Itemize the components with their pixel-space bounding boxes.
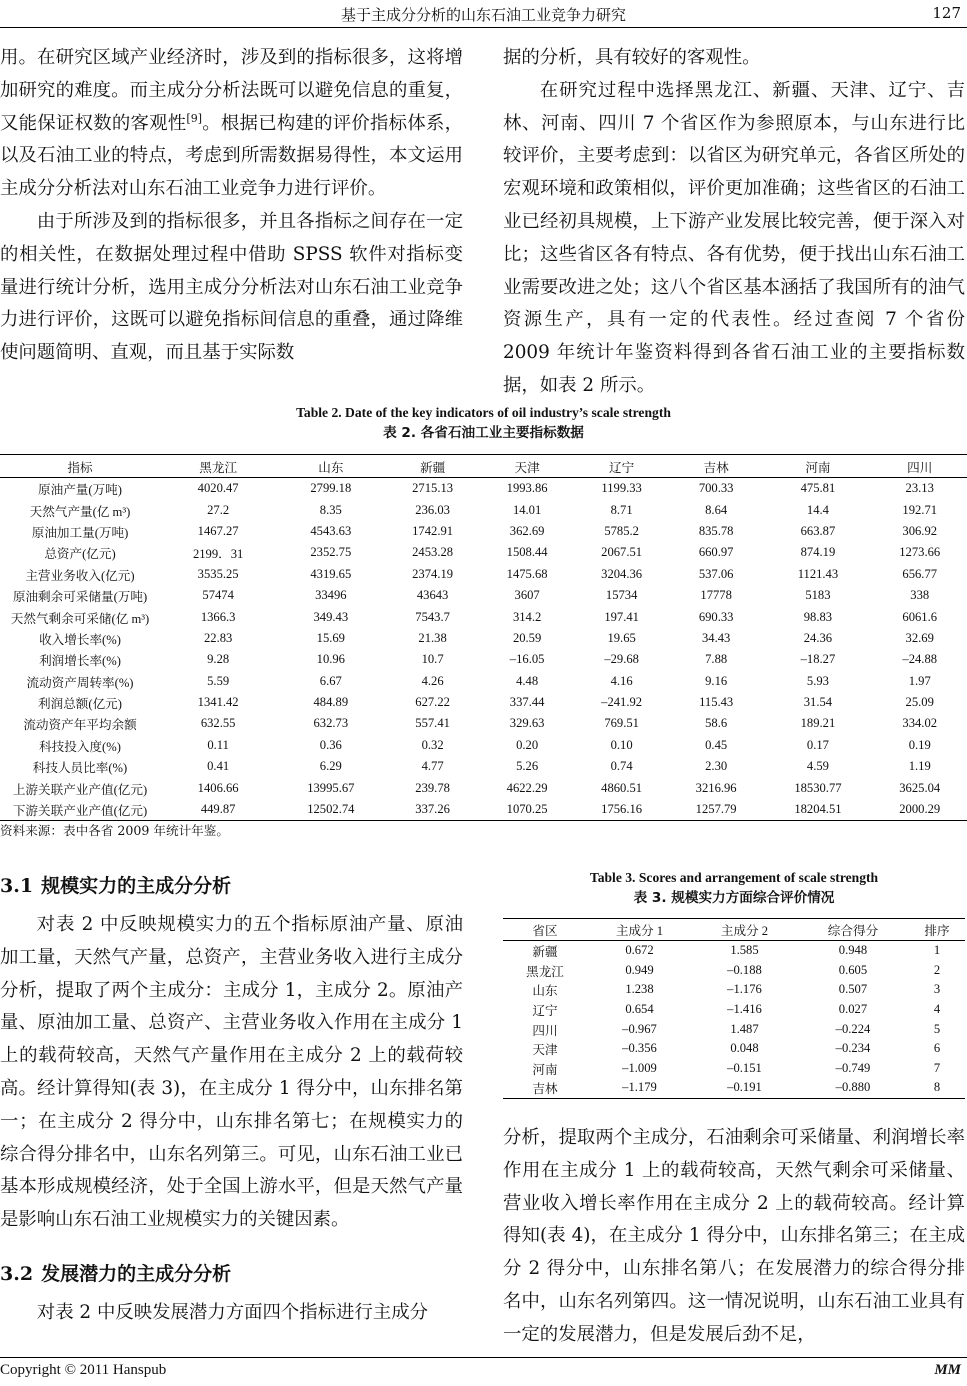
table-cell: 5.59: [207, 673, 230, 688]
table-cell: 14.01: [512, 502, 542, 517]
table-cell: 7: [933, 1060, 941, 1075]
row-label-cell: 山东: [532, 984, 558, 999]
table-cell: 0.19: [908, 737, 931, 752]
table-cell: 1406.66: [197, 780, 239, 795]
paragraph: [0, 42, 463, 206]
table-cell: –16.05: [509, 652, 545, 667]
table-row: [0, 521, 967, 542]
table-cell: 5785.2: [604, 523, 639, 538]
table-cell: 10.7: [421, 652, 444, 667]
table-header-cell: 黑龙江: [160, 455, 276, 478]
table-cell: 27.2: [207, 502, 230, 517]
table-cell: 4020.47: [197, 481, 239, 496]
table-cell: –0.191: [692, 1078, 797, 1098]
row-label-cell: 原油加工量(万吨): [31, 525, 129, 540]
table-row: [0, 564, 967, 585]
table-cell: 236.03: [415, 502, 450, 517]
table-cell: 557.41: [415, 716, 450, 731]
row-label-cell: 科技投入度(%): [39, 739, 121, 754]
table2-caption-zh: 表 2. 各省石油工业主要指标数据: [383, 425, 584, 441]
table-cell: 17778: [700, 588, 732, 603]
table-cell: 12502.74: [276, 799, 385, 821]
table-cell: 8: [909, 1078, 965, 1098]
table-cell: 2000.29: [872, 799, 967, 821]
table-cell: –1.179: [587, 1078, 692, 1098]
paragraph: 在研究过程中选择黑龙江、新疆、天津、辽宁、吉林、河南、四川 7 个省区作为参照原本，与山东进行比较评价，主要考虑到：以省区为研究单元，各省区所处的宏观环境和政策相似，评价更加准确；这些省区的石油工业已经初具规模，上下游产业发展比较完善，便于深入对比；这些省区各有特点、各有优势，便于找出山东石油工业需要改进之处；这八个省区基本涵括了我国所有的油气资源生产，具有一定的代表性。经过查阅 7 个省份 2009 年统计年鉴资料得到各省石油工业的主要指标数据，如表 2 所示。: [503, 79, 965, 396]
table-cell: 197.41: [604, 609, 639, 624]
table-row: [0, 628, 967, 649]
table-cell: 1.238: [625, 982, 654, 997]
table-cell: 0.41: [207, 759, 230, 774]
table-header-cell: 排序: [909, 919, 965, 941]
table-row: [503, 1039, 965, 1059]
row-label-cell: 天津: [532, 1043, 558, 1058]
row-label-cell: 天然气剩余可采储(亿 m³): [10, 611, 150, 626]
row-label-cell: 辽宁: [532, 1004, 558, 1019]
table-cell: 334.02: [902, 716, 938, 731]
table-cell: –29.68: [604, 652, 639, 667]
table-cell: 0.654: [625, 1002, 654, 1017]
table-row: [0, 671, 967, 692]
table-cell: 1.19: [908, 759, 931, 774]
paragraph: 对表 2 中反映规模实力的五个指标原油产量、原油加工量，天然气产量，总资产，主营业务收入进行主成分分析，提取了两个主成分：主成分 1，主成分 2。原油产量、原油加工量、总资产、主营业务收入作用在主成分 1 上的载荷较高，天然气产量作用在主成分 2 上的载荷较高。经计算得知(表 3)，在主成分 1 得分中，山东排名第一；在主成分 2 得分中，山东排名第七；在规模实力的综合得分排名中，山东名列第三。可见，山东石油工业已基本形成规模经济，处于全国上游水平，但是天然气产量是影响山东石油工业规模实力的关键因素。: [0, 914, 463, 1231]
table-header-row: [0, 455, 967, 478]
paragraph-text: 用。在研究区域产业经济时，涉及到的指标很多，这将增加研究的难度。而主成分分析法既可以避免信息的重复，又能保证权数的客观性: [0, 47, 463, 134]
table-cell: 4.26: [421, 673, 444, 688]
table-cell: 6: [933, 1041, 941, 1056]
paragraph: 对表 2 中反映发展潜力方面四个指标进行主成分: [36, 1302, 429, 1323]
table-row: [0, 499, 967, 520]
table-cell: 9.28: [207, 652, 230, 667]
table-cell: 0.605: [838, 962, 868, 977]
table-cell: 0.20: [516, 737, 539, 752]
page-header: [0, 0, 967, 30]
table-cell: 4: [933, 1002, 941, 1017]
table-row: [503, 1059, 965, 1079]
table-header-cell: 省区: [503, 919, 587, 941]
table-cell: 2: [933, 962, 941, 977]
table-cell: 1273.66: [899, 545, 941, 560]
table-row: [503, 980, 965, 1000]
table-cell: 1341.42: [197, 695, 239, 710]
table-row: [0, 606, 967, 627]
table-header-cell: 吉林: [669, 455, 764, 478]
table-cell: 2715.13: [412, 481, 454, 496]
table-cell: 19.65: [607, 630, 636, 645]
paragraph: 据的分析，具有较好的客观性。: [503, 47, 761, 68]
table-cell: 1508.44: [506, 545, 548, 560]
table-cell: 4.59: [806, 759, 829, 774]
table-cell: 2799.18: [310, 481, 352, 496]
table-cell: 2199．31: [192, 547, 244, 562]
table-cell: 475.81: [800, 481, 836, 496]
table-cell: 3204.36: [601, 566, 643, 581]
row-label-cell: 下游关联产业产值(亿元): [0, 799, 160, 821]
table-cell: 5: [933, 1021, 941, 1036]
table-row: [503, 1078, 965, 1098]
table-cell: 4543.63: [310, 523, 352, 538]
left-column-tail: [0, 1297, 463, 1330]
row-label-cell: 原油剩余可采储量(万吨): [12, 590, 148, 605]
table-cell: 2352.75: [310, 545, 352, 560]
table-cell: 660.97: [698, 545, 734, 560]
table-header-cell: 山东: [276, 455, 385, 478]
table-cell: 4860.51: [601, 780, 643, 795]
table-cell: 33496: [315, 588, 347, 603]
row-label-cell: 河南: [532, 1062, 558, 1077]
table-cell: –1.176: [727, 982, 762, 997]
table-cell: 700.33: [698, 481, 734, 496]
table-cell: 43643: [416, 588, 449, 603]
table-cell: 7.88: [705, 652, 728, 667]
table-row: [0, 735, 967, 756]
right-column-top: [503, 42, 965, 403]
table-cell: 3625.04: [899, 780, 941, 795]
table-row: [0, 542, 967, 563]
table-cell: 656.77: [902, 566, 938, 581]
table-row: [0, 585, 967, 606]
table-cell: 4.48: [516, 673, 539, 688]
table-row: [0, 713, 967, 734]
table-cell: 1199.33: [601, 481, 642, 496]
table-cell: 3607: [514, 588, 540, 603]
table-cell: 0.11: [207, 737, 229, 752]
table-cell: 0.17: [806, 737, 829, 752]
table-cell: 4319.65: [310, 566, 352, 581]
table-row: [503, 941, 965, 961]
row-label-cell: 天然气产量(亿 m³): [29, 504, 131, 519]
row-label-cell: 黑龙江: [526, 964, 564, 979]
table-cell: 8.71: [610, 502, 633, 517]
table-cell: 8.35: [319, 502, 342, 517]
table-cell: 329.63: [509, 716, 545, 731]
row-label-cell: 流动资产年平均余额: [23, 718, 137, 733]
table-cell: –24.88: [902, 652, 938, 667]
table-cell: 5.26: [516, 759, 539, 774]
table-cell: 1: [933, 943, 941, 958]
table-cell: 5183: [805, 588, 831, 603]
table-cell: 6.67: [319, 673, 342, 688]
table-cell: 13995.67: [307, 780, 355, 795]
table-cell: 337.44: [509, 695, 545, 710]
table-row: [0, 799, 967, 821]
table2-caption-en: Table 2. Date of the key indicators of oil industry’s scale strength: [296, 405, 671, 420]
row-label-cell: 原油产量(万吨): [38, 483, 122, 498]
table-cell: 18530.77: [794, 780, 842, 795]
table-cell: 6.29: [319, 759, 342, 774]
table-header-cell: 综合得分: [797, 919, 909, 941]
row-label-cell: 四川: [532, 1023, 558, 1038]
table-cell: 338: [910, 588, 930, 603]
footer-journal: MM: [934, 1362, 961, 1378]
table-cell: 1.97: [908, 673, 931, 688]
table2-source-note: 资料来源：表中各省 2009 年统计年鉴。: [0, 823, 229, 838]
table-cell: 0.948: [838, 943, 868, 958]
table-cell: 21.38: [418, 630, 447, 645]
right-column-bottom: [503, 1122, 965, 1352]
table-cell: 23.13: [905, 481, 934, 496]
table-cell: –18.27: [800, 652, 836, 667]
row-label-cell: 利润增长率(%): [39, 654, 121, 669]
table-cell: 189.21: [800, 716, 836, 731]
table-cell: 0.048: [730, 1041, 759, 1056]
section-title: 发展潜力的主成分分析: [41, 1263, 232, 1285]
table-cell: 874.19: [800, 545, 836, 560]
table-cell: –0.749: [835, 1060, 871, 1075]
table-cell: –241.92: [601, 695, 643, 710]
table-cell: 3535.25: [197, 566, 239, 581]
header-rule: [0, 27, 967, 28]
paragraph: 由于所涉及到的指标很多，并且各指标之间存在一定的相关性，在数据处理过程中借助 SPSS 软件对指标变量进行统计分析，选用主成分分析法对山东石油工业竞争力进行评价，这既可以避免指标间信息的重叠，通过降维使问题简明、直观，而且基于实际数: [0, 210, 463, 364]
table-cell: 3: [933, 982, 941, 997]
table-cell: 449.87: [160, 799, 276, 821]
table-cell: 835.78: [698, 523, 734, 538]
table-cell: –0.188: [727, 962, 762, 977]
table-row: [0, 756, 967, 777]
table-cell: 663.87: [800, 523, 836, 538]
table-cell: 239.78: [415, 780, 450, 795]
table-cell: –1.416: [727, 1002, 762, 1017]
citation-ref: [9]: [186, 111, 203, 125]
section-heading-3-2: [0, 1259, 231, 1286]
row-label-cell: 科技人员比率(%): [32, 761, 128, 776]
table-cell: –0.151: [727, 1060, 762, 1075]
table3-caption-zh: 表 3. 规模实力方面综合评价情况: [633, 890, 835, 906]
table-row: [503, 1019, 965, 1039]
table-cell: 2067.51: [601, 545, 643, 560]
table-header-cell: 新疆: [385, 455, 480, 478]
table-cell: –0.234: [835, 1041, 871, 1056]
table3-caption: [503, 870, 965, 906]
table-header-row: [503, 919, 965, 941]
section-title: 规模实力的主成分分析: [41, 875, 232, 897]
table-cell: –0.967: [622, 1021, 657, 1036]
table-cell: 0.672: [625, 943, 654, 958]
table-cell: 0.45: [705, 737, 728, 752]
table-cell: 2374.19: [412, 566, 454, 581]
table-cell: 0.507: [838, 982, 868, 997]
table-cell: 9.16: [705, 673, 728, 688]
table-cell: 5.93: [806, 673, 829, 688]
table-cell: 0.74: [610, 759, 633, 774]
table-cell: 25.09: [905, 695, 934, 710]
row-label-cell: 新疆: [532, 945, 558, 960]
table-cell: 4622.29: [506, 780, 548, 795]
table-header-cell: 河南: [763, 455, 872, 478]
section-number: 3.1: [0, 875, 34, 897]
table-cell: –0.880: [797, 1078, 909, 1098]
table-cell: 15734: [605, 588, 638, 603]
table-cell: 690.33: [698, 609, 734, 624]
table-cell: 1993.86: [506, 481, 548, 496]
table-cell: 0.949: [625, 962, 654, 977]
row-label-cell: 吉林: [503, 1078, 587, 1098]
table-cell: 31.54: [803, 695, 833, 710]
row-label-cell: 总资产(亿元): [44, 547, 116, 562]
table-header-cell: 天津: [480, 455, 575, 478]
table-cell: 484.89: [313, 695, 349, 710]
table-cell: 1366.3: [200, 609, 236, 624]
table-cell: 1742.91: [412, 523, 454, 538]
table-cell: 0.027: [838, 1002, 868, 1017]
table-cell: 1467.27: [197, 523, 239, 538]
table-cell: 20.59: [512, 630, 542, 645]
table-cell: 337.26: [385, 799, 480, 821]
section-heading-3-1: [0, 871, 231, 898]
table-cell: 362.69: [509, 523, 545, 538]
table-header-cell: 主成分 2: [692, 919, 797, 941]
table-cell: 192.71: [902, 502, 938, 517]
table-cell: 632.73: [313, 716, 349, 731]
table-cell: 1.487: [730, 1021, 759, 1036]
table-cell: 2.30: [705, 759, 728, 774]
table-cell: 1121.43: [797, 566, 839, 581]
table-cell: 1756.16: [574, 799, 669, 821]
table-cell: 34.43: [701, 630, 731, 645]
table-row: [0, 649, 967, 670]
table-header-cell: 辽宁: [574, 455, 669, 478]
table-row: [0, 777, 967, 798]
row-label-cell: 收入增长率(%): [39, 632, 121, 647]
table-cell: 32.69: [905, 630, 934, 645]
table-cell: 4.77: [421, 759, 444, 774]
table-cell: 3216.96: [695, 780, 737, 795]
table-row: [503, 1000, 965, 1020]
row-label-cell: 上游关联产业产值(亿元): [12, 782, 148, 797]
table-cell: 0.32: [421, 737, 444, 752]
table-header-cell: 四川: [872, 455, 967, 478]
footer-copyright: Copyright © 2011 Hanspub: [0, 1362, 167, 1378]
table-cell: 627.22: [415, 695, 450, 710]
table-cell: 15.69: [316, 630, 345, 645]
table-cell: 18204.51: [763, 799, 872, 821]
table-cell: 1070.25: [480, 799, 575, 821]
table-row: [0, 478, 967, 500]
table-cell: 14.4: [806, 502, 829, 517]
table-cell: 24.36: [803, 630, 833, 645]
table-cell: 2453.28: [412, 545, 454, 560]
table-cell: 314.2: [512, 609, 542, 624]
table-header-cell: 指标: [0, 455, 160, 478]
table-cell: –1.009: [622, 1060, 657, 1075]
paragraph-text: 。根据已构建的评价指标体系，以及石油工业的特点，考虑到所需数据易得性，本文运用主成分分析法对山东石油工业竞争力进行评价。: [0, 112, 463, 200]
row-label-cell: 主营业务收入(亿元): [25, 568, 135, 583]
table3-caption-en: Table 3. Scores and arrangement of scale strength: [589, 870, 879, 885]
table-cell: 1475.68: [506, 566, 548, 581]
table-cell: 0.10: [610, 737, 633, 752]
table-cell: 632.55: [200, 716, 236, 731]
running-title: 基于主成分分析的山东石油工业竞争力研究: [340, 6, 626, 24]
table-cell: 306.92: [902, 523, 938, 538]
table-cell: 10.96: [316, 652, 345, 667]
table-cell: –0.224: [835, 1021, 871, 1036]
table-cell: 1.585: [730, 943, 759, 958]
table3: [503, 918, 965, 1099]
table-cell: 58.6: [705, 716, 728, 731]
table-cell: 4.16: [610, 673, 633, 688]
table-cell: 8.64: [705, 502, 728, 517]
paragraph: 分析，提取两个主成分，石油剩余可采储量、利润增长率作用在主成分 1 上的载荷较高，天然气剩余可采储量、营业收入增长率作用在主成分 2 上的载荷较高。经计算得知(表 4)，在主成分 1 得分中，山东排名第三；在主成分 2 得分中，山东排名第八；在发展潜力的综合得分排名中，山东名列第四。这一情况说明，山东石油工业具有一定的发展潜力，但是发展后劲不足，: [503, 1127, 965, 1345]
table-header-cell: 主成分 1: [587, 919, 692, 941]
table-row: [0, 692, 967, 713]
row-label-cell: 流动资产周转率(%): [26, 675, 134, 690]
table-cell: 349.43: [313, 609, 349, 624]
table-cell: –0.356: [622, 1041, 657, 1056]
table2-caption: [0, 405, 967, 441]
section-number: 3.2: [0, 1263, 34, 1285]
table-cell: 115.43: [699, 695, 734, 710]
row-label-cell: 利润总额(亿元): [38, 697, 122, 712]
table-cell: 7543.7: [415, 609, 450, 624]
table-cell: 57474: [202, 588, 234, 603]
table-cell: 98.83: [803, 609, 833, 624]
table-cell: 537.06: [698, 566, 734, 581]
footer-rule: [0, 1357, 967, 1358]
table-cell: 6061.6: [902, 609, 938, 624]
table-cell: 1257.79: [669, 799, 764, 821]
page-number: 127: [932, 4, 961, 22]
table-row: [503, 961, 965, 981]
table-cell: 769.51: [604, 716, 639, 731]
table-cell: 0.36: [319, 737, 342, 752]
table-cell: 22.83: [203, 630, 233, 645]
table2: [0, 454, 967, 821]
left-column-top: [0, 42, 463, 370]
left-column-bottom: [0, 909, 463, 1237]
